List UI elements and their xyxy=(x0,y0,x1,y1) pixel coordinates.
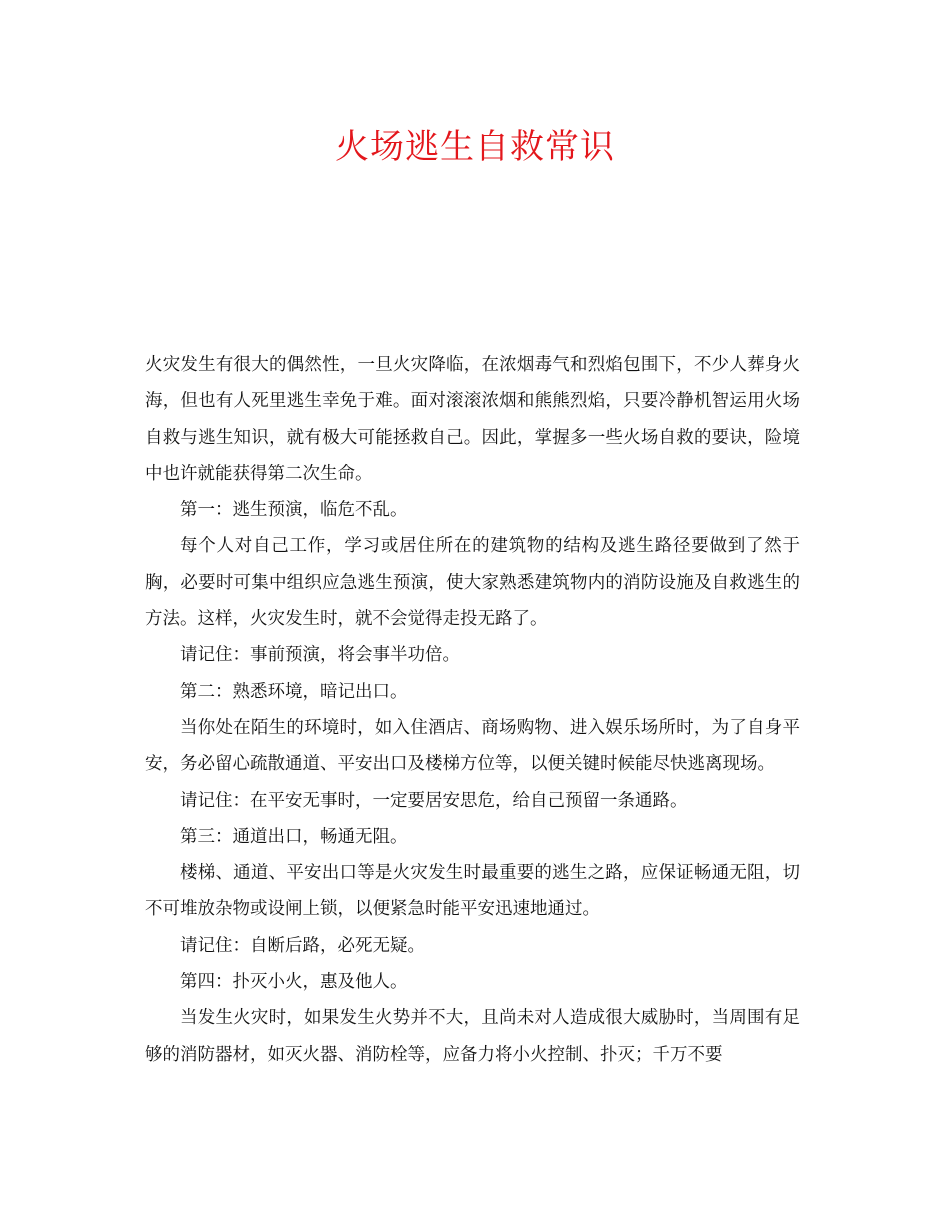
paragraph-reminder-3: 请记住：自断后路，必死无疑。 xyxy=(180,935,425,956)
paragraph-body-4: 当发生火灾时，如果发生火势并不大，且尚未对人造成很大威胁时，当周围有足够的消防器材，如灭火器、消防栓等，应备力将小火控制、扑灭；千万不要 xyxy=(145,1008,800,1065)
paragraph-body-2: 当你处在陌生的环境时，如入住酒店、商场购物、进入娱乐场所时，为了自身平安，务必留心疏散通道、平安出口及楼梯方位等，以便关键时候能尽快逃离现场。 xyxy=(145,717,800,775)
document-title: 火场逃生自救常识 xyxy=(335,127,615,167)
paragraph-heading-2: 第二：熟悉环境，暗记出口。 xyxy=(180,681,408,702)
document-body xyxy=(145,347,800,1073)
paragraph-heading-4: 第四：扑灭小火，惠及他人。 xyxy=(180,972,408,993)
paragraph-heading-3: 第三：通道出口，畅通无阻。 xyxy=(180,826,408,847)
paragraph-intro: 火灾发生有很大的偶然性，一旦火灾降临，在浓烟毒气和烈焰包围下，不少人葬身火海，但也有人死里逃生幸免于难。面对滚滚浓烟和熊熊烈焰，只要冷静机智运用火场自救与逃生知识，就有极大可能拯救自己。因此，掌握多一些火场自救的要诀，险境中也许就能获得第二次生命。 xyxy=(145,355,800,484)
paragraph-heading-1: 第一：逃生预演，临危不乱。 xyxy=(180,500,408,521)
paragraph-body-1: 每个人对自己工作，学习或居住所在的建筑物的结构及逃生路径要做到了然于胸，必要时可集中组织应急逃生预演，使大家熟悉建筑物内的消防设施及自救逃生的方法。这样，火灾发生时，就不会觉得走投无路了。 xyxy=(145,536,800,630)
paragraph-reminder-2: 请记住：在平安无事时，一定要居安思危，给自己预留一条通路。 xyxy=(180,790,688,811)
paragraph-reminder-1: 请记住：事前预演，将会事半功倍。 xyxy=(180,645,460,666)
paragraph-body-3: 楼梯、通道、平安出口等是火灾发生时最重要的逃生之路，应保证畅通无阻，切不可堆放杂物或设闸上锁，以便紧急时能平安迅速地通过。 xyxy=(145,863,800,920)
